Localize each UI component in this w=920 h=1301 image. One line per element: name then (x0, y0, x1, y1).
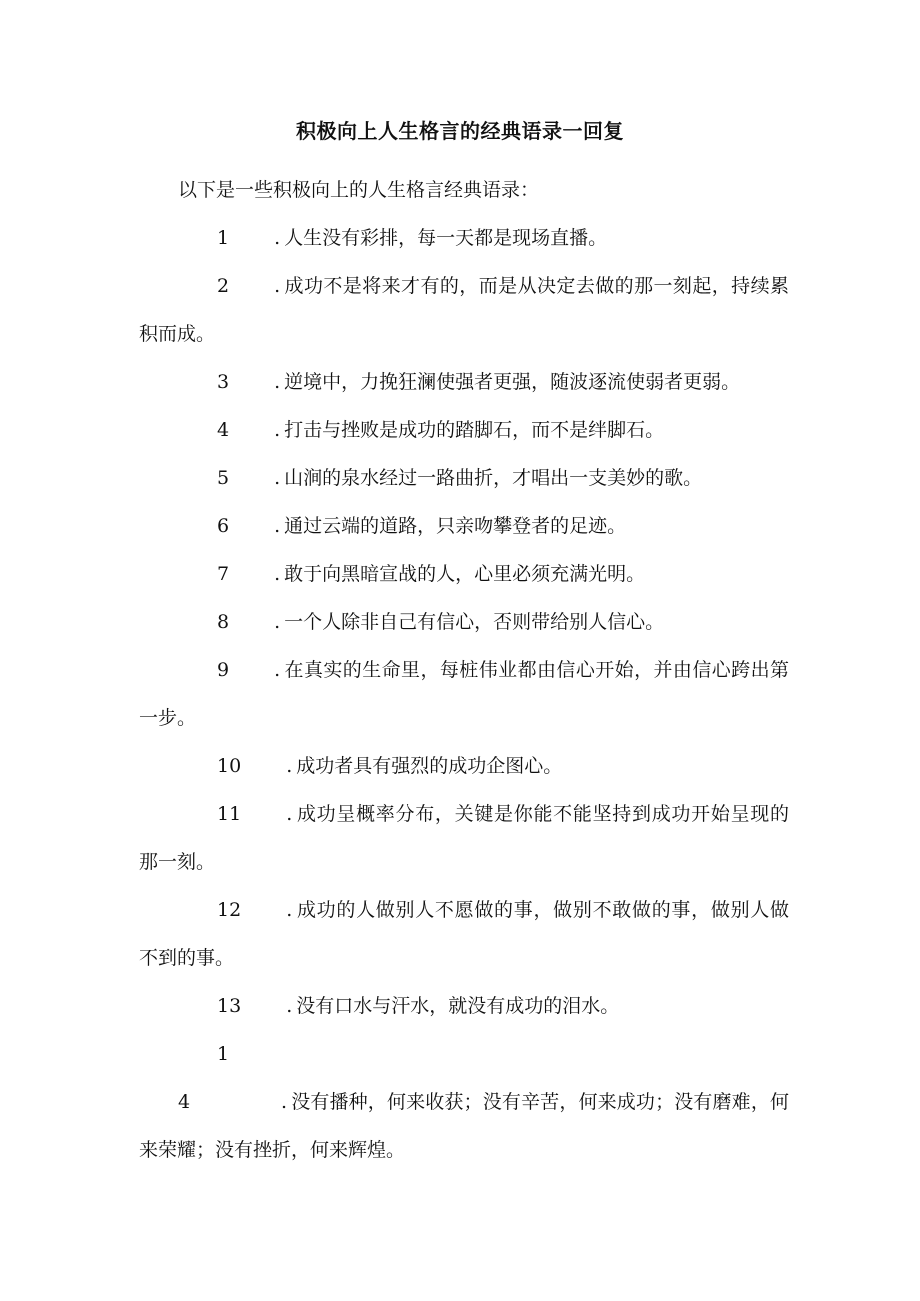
list-item (139, 886, 789, 982)
item-number: 5 (217, 467, 230, 489)
list-item (139, 742, 789, 790)
item-separator: . (274, 611, 281, 633)
item-text: 成功的人做别人不愿做的事，做别不敢做的事，做别人做不到的事。 (139, 899, 789, 969)
item-text: 通过云端的道路，只亲吻攀登者的足迹。 (284, 515, 627, 537)
item-separator: . (274, 467, 281, 489)
item-number: 13 (217, 995, 242, 1017)
list-item (139, 1030, 789, 1174)
item-number: 2 (217, 275, 230, 297)
item-number: 1 (217, 227, 230, 249)
item-text: 山涧的泉水经过一路曲折，才唱出一支美妙的歌。 (284, 467, 703, 489)
item-separator: . (286, 803, 293, 825)
list-item (139, 454, 789, 502)
item-number: 7 (217, 563, 230, 585)
item-number: 3 (217, 371, 230, 393)
item-separator: . (274, 275, 281, 297)
item-text: 逆境中，力挽狂澜使强者更强，随波逐流使弱者更弱。 (284, 371, 741, 393)
list-item (139, 502, 789, 550)
item-text: 人生没有彩排，每一天都是现场直播。 (284, 227, 608, 249)
document-title: 积极向上人生格言的经典语录一回复 (296, 119, 624, 143)
item-separator: . (274, 419, 281, 441)
list-item (139, 214, 789, 262)
list-item (139, 262, 789, 358)
item-separator: . (286, 995, 293, 1017)
item-text: 没有播种，何来收获；没有辛苦，何来成功；没有磨难，何来荣耀；没有挫折，何来辉煌。 (139, 1091, 789, 1161)
item-separator: . (274, 371, 281, 393)
item-separator: . (286, 755, 293, 777)
item-text: 成功呈概率分布，关键是你能不能坚持到成功开始呈现的那一刻。 (139, 803, 789, 873)
item-text: 成功不是将来才有的，而是从决定去做的那一刻起，持续累积而成。 (139, 275, 789, 345)
item-text: 一个人除非自己有信心，否则带给别人信心。 (284, 611, 665, 633)
list-item (139, 358, 789, 406)
intro-paragraph: 以下是一些积极向上的人生格言经典语录： (178, 179, 540, 201)
item-number: 9 (217, 659, 230, 681)
item-separator: . (281, 1091, 288, 1113)
item-separator: . (274, 227, 281, 249)
document-body (139, 166, 789, 1174)
list-item (139, 598, 789, 646)
item-number: 10 (217, 755, 242, 777)
item-number: 4 (217, 419, 230, 441)
item-text: 没有口水与汗水，就没有成功的泪水。 (296, 995, 620, 1017)
list-item (139, 790, 789, 886)
item-number: 6 (217, 515, 230, 537)
item-separator: . (274, 659, 281, 681)
item-number: 14 (178, 1043, 230, 1113)
item-separator: . (286, 899, 293, 921)
item-number: 11 (217, 803, 242, 825)
list-item (139, 982, 789, 1030)
item-text: 在真实的生命里，每桩伟业都由信心开始，并由信心跨出第一步。 (139, 659, 789, 729)
item-text: 打击与挫败是成功的踏脚石，而不是绊脚石。 (284, 419, 665, 441)
item-number: 8 (217, 611, 230, 633)
list-item (139, 550, 789, 598)
item-text: 成功者具有强烈的成功企图心。 (296, 755, 563, 777)
item-separator: . (274, 515, 281, 537)
list-item (139, 646, 789, 742)
item-text: 敢于向黑暗宣战的人，心里必须充满光明。 (284, 563, 646, 585)
item-number: 12 (217, 899, 242, 921)
item-separator: . (274, 563, 281, 585)
list-item (139, 406, 789, 454)
